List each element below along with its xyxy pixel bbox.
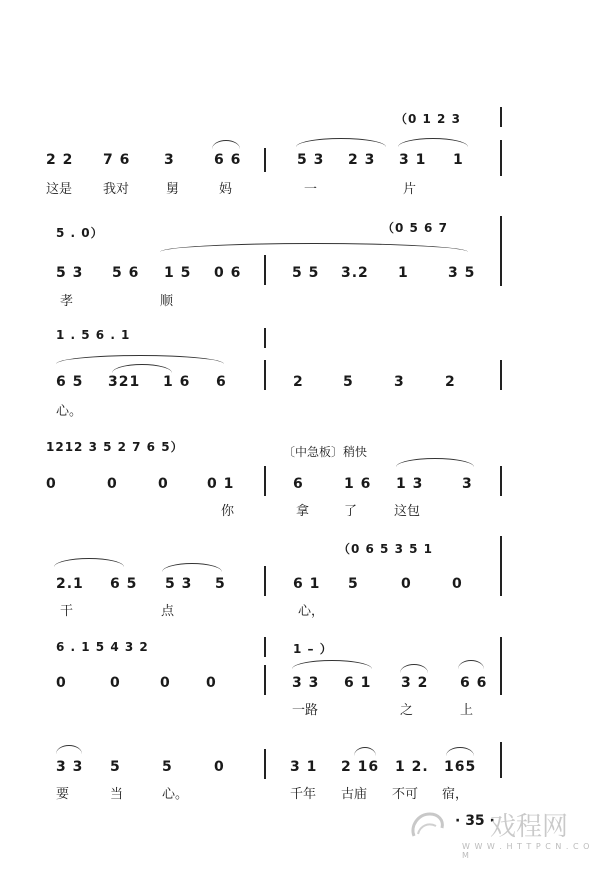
lyric: 心。 — [162, 787, 189, 802]
melody-note: 5 — [215, 576, 226, 592]
melody-note: 3 2 — [401, 675, 429, 691]
melody-note: 3 — [394, 374, 405, 390]
melody-note: 1 2. — [395, 759, 429, 775]
lyric: 这包 — [394, 504, 421, 519]
page-number: · 35 · — [455, 813, 495, 829]
melody-note: 5 — [110, 759, 121, 775]
barline — [500, 360, 502, 390]
slur — [56, 745, 82, 754]
accomp-left: 5 . 0） — [56, 226, 104, 240]
slur — [396, 458, 474, 467]
melody-note: 3 5 — [448, 265, 476, 281]
lyric: 你 — [221, 504, 235, 519]
accomp-right: （0 5 6 7 — [382, 221, 448, 235]
melody-note: 3.2 — [341, 265, 369, 281]
lyric: 古庙 — [341, 787, 368, 802]
lyric: 心。 — [56, 404, 83, 419]
melody-note: 5 — [162, 759, 173, 775]
lyric: 孝 — [60, 294, 74, 309]
melody-note: 5 5 — [292, 265, 320, 281]
melody-note: 0 — [160, 675, 171, 691]
slur — [398, 138, 468, 147]
slur — [354, 747, 376, 756]
melody-note: 6 1 — [293, 576, 321, 592]
slur — [458, 660, 484, 669]
melody-note: 6 6 — [460, 675, 488, 691]
watermark-logo-icon — [408, 808, 448, 844]
melody-note: 1 3 — [396, 476, 424, 492]
barline — [500, 107, 502, 127]
melody-note: 3 3 — [292, 675, 320, 691]
barline — [500, 466, 502, 496]
lyric: 拿 — [296, 504, 310, 519]
lyric: 点 — [161, 604, 175, 619]
melody-note: 3 1 — [290, 759, 318, 775]
lyric: 之 — [400, 703, 414, 718]
lyric: 舅 — [166, 182, 180, 197]
melody-note: 0 — [56, 675, 67, 691]
slur — [400, 664, 428, 673]
melody-note: 2 3 — [348, 152, 376, 168]
melody-note: 0 — [452, 576, 463, 592]
melody-note: 3 — [462, 476, 473, 492]
melody-note: 7 6 — [103, 152, 131, 168]
barline — [264, 328, 266, 348]
barline — [264, 637, 266, 657]
melody-note: 2.1 — [56, 576, 84, 592]
melody-note: 2 16 — [341, 759, 380, 775]
melody-note: 1 6 — [163, 374, 191, 390]
melody-note: 0 1 — [207, 476, 235, 492]
melody-note: 6 — [293, 476, 304, 492]
accomp-left: 1 . 5 6 . 1 — [56, 328, 131, 342]
barline — [264, 566, 266, 596]
melody-note: 6 5 — [110, 576, 138, 592]
lyric: 当 — [110, 787, 124, 802]
melody-note: 1 — [453, 152, 464, 168]
slur — [292, 660, 372, 669]
melody-note: 6 5 — [56, 374, 84, 390]
lyric: 上 — [460, 703, 474, 718]
lyric: 干 — [60, 604, 74, 619]
melody-note: 2 — [293, 374, 304, 390]
barline — [264, 255, 266, 285]
melody-note: 0 — [401, 576, 412, 592]
melody-note: 5 — [343, 374, 354, 390]
melody-note: 5 3 — [56, 265, 84, 281]
melody-note: 2 — [445, 374, 456, 390]
barline — [500, 216, 502, 286]
melody-note: 3 1 — [399, 152, 427, 168]
lyric: 不可 — [392, 787, 419, 802]
melody-note: 6 — [216, 374, 227, 390]
accomp-right: 1 – ） — [293, 642, 333, 656]
melody-note: 3 — [164, 152, 175, 168]
melody-note: 165 — [444, 759, 477, 775]
melody-note: 321 — [108, 374, 141, 390]
melody-note: 2 2 — [46, 152, 74, 168]
barline — [264, 360, 266, 390]
melody-note: 5 6 — [112, 265, 140, 281]
melody-note: 5 3 — [297, 152, 325, 168]
melody-note: 0 6 — [214, 265, 242, 281]
melody-note: 0 — [158, 476, 169, 492]
barline — [500, 742, 502, 778]
accomp-left: 6 . 1 5 4 3 2 — [56, 640, 149, 654]
melody-note: 6 1 — [344, 675, 372, 691]
melody-note: 0 — [110, 675, 121, 691]
melody-note: 0 — [107, 476, 118, 492]
lyric: 这是 — [46, 182, 73, 197]
barline — [500, 637, 502, 695]
melody-note: 0 — [46, 476, 57, 492]
melody-note: 0 — [206, 675, 217, 691]
melody-note: 3 3 — [56, 759, 84, 775]
slur — [54, 558, 124, 567]
accomp-left: 1212 3 5 2 7 6 5） — [46, 440, 184, 454]
melody-note: 5 — [348, 576, 359, 592]
melody-note: 0 — [214, 759, 225, 775]
slur — [160, 243, 468, 252]
lyric: 顺 — [160, 294, 174, 309]
barline — [264, 148, 266, 172]
slur — [112, 364, 172, 373]
barline — [264, 665, 266, 695]
slur — [56, 355, 224, 364]
lyric: 一路 — [292, 703, 319, 718]
lyric: 要 — [56, 787, 70, 802]
lyric: 宿， — [442, 787, 469, 802]
lyric: 心， — [298, 604, 325, 619]
melody-note: 1 — [398, 265, 409, 281]
barline — [500, 536, 502, 596]
slur — [296, 138, 386, 147]
watermark-text: 戏程网 — [490, 812, 569, 842]
lyric: 一 — [304, 182, 318, 197]
barline — [264, 466, 266, 496]
barline — [500, 140, 502, 176]
accomp-right: （0 6 5 3 5 1 — [338, 542, 433, 556]
lyric: 我对 — [103, 182, 130, 197]
lyric: 千年 — [290, 787, 317, 802]
slur — [162, 563, 222, 572]
tempo-marking: 〔中急板〕稍快 — [283, 445, 368, 459]
melody-note: 6 6 — [214, 152, 242, 168]
melody-note: 1 5 — [164, 265, 192, 281]
lyric: 妈 — [219, 182, 233, 197]
lyric: 了 — [344, 504, 358, 519]
slur — [212, 140, 240, 149]
watermark-url: W W W . H T T P C N . C O M — [462, 842, 591, 860]
melody-note: 5 3 — [165, 576, 193, 592]
barline — [264, 749, 266, 779]
lyric: 片 — [403, 182, 417, 197]
slur — [446, 747, 474, 756]
accomp-right: （0 1 2 3 — [395, 112, 461, 126]
melody-note: 1 6 — [344, 476, 372, 492]
